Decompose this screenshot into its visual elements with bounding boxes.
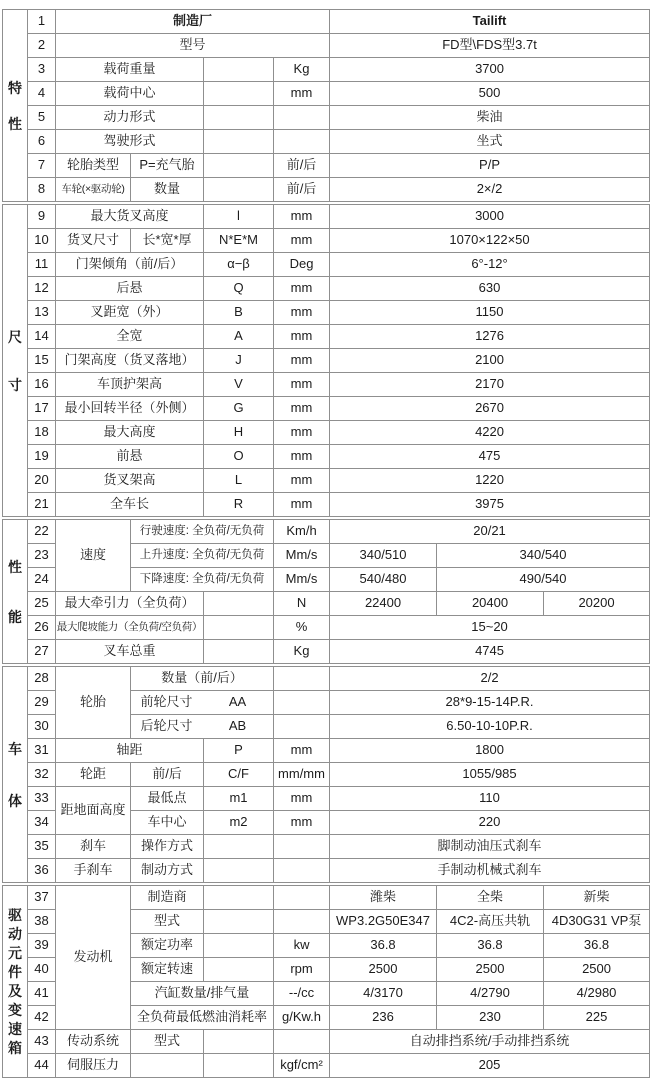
row-number: 35 — [28, 835, 56, 859]
table-cell: 110 — [330, 787, 650, 811]
table-row — [3, 1030, 650, 1054]
table-cell: Kg — [274, 58, 330, 82]
table-cell: P — [204, 739, 274, 763]
table-cell: 行驶速度: 全负荷/无负荷 — [131, 518, 274, 544]
section-label: 驱动元件及变速箱 — [3, 884, 28, 1078]
table-cell: 数量 — [131, 178, 204, 204]
spec-table-body — [3, 10, 650, 1078]
table-cell — [274, 106, 330, 130]
table-row — [3, 178, 650, 204]
table-cell: 速度 — [56, 518, 131, 592]
table-cell: 20/21 — [330, 518, 650, 544]
table-cell: mm — [274, 277, 330, 301]
table-cell — [204, 82, 274, 106]
table-cell: 2670 — [330, 397, 650, 421]
table-cell: 前/后 — [274, 154, 330, 178]
table-cell: 490/540 — [437, 568, 650, 592]
table-cell: 轮胎 — [56, 665, 131, 739]
row-number: 32 — [28, 763, 56, 787]
table-cell: kw — [274, 934, 330, 958]
table-cell: 230 — [437, 1006, 544, 1030]
table-cell: 4/2790 — [437, 982, 544, 1006]
table-cell — [204, 640, 274, 666]
row-number: 16 — [28, 373, 56, 397]
table-cell: 额定功率 — [131, 934, 204, 958]
table-cell: Tailift — [330, 10, 650, 34]
table-row — [3, 640, 650, 666]
table-cell: 2170 — [330, 373, 650, 397]
table-row — [3, 493, 650, 519]
table-cell: 柴油 — [330, 106, 650, 130]
table-row — [3, 373, 650, 397]
table-cell: 后悬 — [56, 277, 204, 301]
table-cell: mm — [274, 373, 330, 397]
row-number: 15 — [28, 349, 56, 373]
table-cell: 货叉尺寸 — [56, 229, 131, 253]
table-cell: J — [204, 349, 274, 373]
table-cell — [274, 715, 330, 739]
split-cell-text: 后轮尺寸 — [140, 718, 193, 734]
table-row — [3, 616, 650, 640]
table-cell — [204, 592, 274, 616]
table-row — [3, 592, 650, 616]
table-cell: 1070×122×50 — [330, 229, 650, 253]
table-cell — [204, 106, 274, 130]
table-row — [3, 277, 650, 301]
table-cell: 全车长 — [56, 493, 204, 519]
table-cell: 20200 — [544, 592, 650, 616]
table-row — [3, 469, 650, 493]
table-cell: 自动排挡系统/手动排挡系统 — [330, 1030, 650, 1054]
table-cell: 最低点 — [131, 787, 204, 811]
row-number: 26 — [28, 616, 56, 640]
table-cell: 最大爬坡能力（全负荷/空负荷） — [56, 616, 204, 640]
table-cell: FD型\FDS型3.7t — [330, 34, 650, 58]
table-cell: 制造厂 — [56, 10, 330, 34]
table-cell — [274, 691, 330, 715]
table-cell: 20400 — [437, 592, 544, 616]
row-number: 44 — [28, 1054, 56, 1078]
row-number: 2 — [28, 34, 56, 58]
table-cell: 4220 — [330, 421, 650, 445]
split-cell — [131, 715, 274, 739]
table-row — [3, 82, 650, 106]
table-cell: 28*9-15-14P.R. — [330, 691, 650, 715]
table-cell: 汽缸数量/排气量 — [131, 982, 274, 1006]
table-cell: 22400 — [330, 592, 437, 616]
table-cell: N — [274, 592, 330, 616]
row-number: 25 — [28, 592, 56, 616]
row-number: 14 — [28, 325, 56, 349]
table-cell: 上升速度: 全负荷/无负荷 — [131, 544, 274, 568]
row-number: 11 — [28, 253, 56, 277]
table-row — [3, 229, 650, 253]
table-cell: B — [204, 301, 274, 325]
table-cell: 载荷中心 — [56, 82, 204, 106]
table-cell: 36.8 — [544, 934, 650, 958]
table-cell: m1 — [204, 787, 274, 811]
table-cell: 220 — [330, 811, 650, 835]
table-row — [3, 253, 650, 277]
table-cell: 1276 — [330, 325, 650, 349]
table-row — [3, 665, 650, 691]
table-cell — [204, 910, 274, 934]
table-cell: 236 — [330, 1006, 437, 1030]
table-cell: 全负荷最低燃油消耗率 — [131, 1006, 274, 1030]
table-row — [3, 835, 650, 859]
table-cell: H — [204, 421, 274, 445]
table-cell: 型号 — [56, 34, 330, 58]
table-cell: mm — [274, 229, 330, 253]
table-cell: g/Kw.h — [274, 1006, 330, 1030]
table-cell: 4/2980 — [544, 982, 650, 1006]
table-cell: 手制动机械式刹车 — [330, 859, 650, 885]
table-cell: 驾驶形式 — [56, 130, 204, 154]
table-cell: 500 — [330, 82, 650, 106]
table-cell: 最大货叉高度 — [56, 203, 204, 229]
table-cell: mm — [274, 301, 330, 325]
section-label: 特性 — [3, 10, 28, 204]
table-cell: mm — [274, 787, 330, 811]
table-cell: m2 — [204, 811, 274, 835]
row-number: 37 — [28, 884, 56, 910]
table-cell: mm — [274, 493, 330, 519]
row-number: 1 — [28, 10, 56, 34]
table-cell: mm — [274, 82, 330, 106]
table-cell: Q — [204, 277, 274, 301]
row-number: 27 — [28, 640, 56, 666]
row-number: 20 — [28, 469, 56, 493]
table-cell: Deg — [274, 253, 330, 277]
table-cell: mm — [274, 349, 330, 373]
table-cell: 4D30G31 VP泵 — [544, 910, 650, 934]
table-cell: C/F — [204, 763, 274, 787]
table-cell: 36.8 — [330, 934, 437, 958]
split-cell-text: AB — [228, 718, 247, 734]
table-cell: 1800 — [330, 739, 650, 763]
table-row — [3, 859, 650, 885]
table-cell: 刹车 — [56, 835, 131, 859]
table-cell: 前悬 — [56, 445, 204, 469]
table-cell: 轮距 — [56, 763, 131, 787]
table-cell: 型式 — [131, 910, 204, 934]
table-cell — [274, 835, 330, 859]
table-cell — [204, 1030, 274, 1054]
row-number: 28 — [28, 665, 56, 691]
table-cell: 轮胎类型 — [56, 154, 131, 178]
table-cell: 距地面高度 — [56, 787, 131, 835]
row-number: 12 — [28, 277, 56, 301]
table-cell — [204, 130, 274, 154]
table-cell — [204, 859, 274, 885]
row-number: 36 — [28, 859, 56, 885]
section-label: 车体 — [3, 665, 28, 884]
table-cell: 下降速度: 全负荷/无负荷 — [131, 568, 274, 592]
table-cell: mm — [274, 203, 330, 229]
table-cell: 最大牵引力（全负荷） — [56, 592, 204, 616]
table-cell: 潍柴 — [330, 884, 437, 910]
table-cell — [274, 884, 330, 910]
table-cell: O — [204, 445, 274, 469]
row-number: 34 — [28, 811, 56, 835]
table-cell: 脚制动油压式刹车 — [330, 835, 650, 859]
table-row — [3, 787, 650, 811]
row-number: 13 — [28, 301, 56, 325]
row-number: 8 — [28, 178, 56, 204]
table-cell: 货叉架高 — [56, 469, 204, 493]
table-cell: mm — [274, 397, 330, 421]
spec-table — [2, 9, 650, 1078]
table-cell: 门架高度（货叉落地） — [56, 349, 204, 373]
table-row — [3, 421, 650, 445]
table-cell: 制造商 — [131, 884, 204, 910]
table-cell: 2/2 — [330, 665, 650, 691]
row-number: 6 — [28, 130, 56, 154]
row-number: 31 — [28, 739, 56, 763]
row-number: 39 — [28, 934, 56, 958]
row-number: 5 — [28, 106, 56, 130]
table-cell — [204, 835, 274, 859]
table-cell: mm — [274, 811, 330, 835]
row-number: 9 — [28, 203, 56, 229]
table-cell: 6.50-10-10P.R. — [330, 715, 650, 739]
table-cell: 最大高度 — [56, 421, 204, 445]
table-cell: 传动系统 — [56, 1030, 131, 1054]
table-cell: 3000 — [330, 203, 650, 229]
table-cell: 3700 — [330, 58, 650, 82]
table-cell: 数量（前/后） — [131, 665, 274, 691]
table-cell — [204, 934, 274, 958]
table-row — [3, 106, 650, 130]
table-cell: 车轮(×驱动轮) — [56, 178, 131, 204]
row-number: 7 — [28, 154, 56, 178]
table-cell: 3975 — [330, 493, 650, 519]
table-cell: 坐式 — [330, 130, 650, 154]
table-cell: 额定转速 — [131, 958, 204, 982]
row-number: 30 — [28, 715, 56, 739]
table-cell: 225 — [544, 1006, 650, 1030]
table-cell: 轴距 — [56, 739, 204, 763]
table-cell: 6°-12° — [330, 253, 650, 277]
row-number: 18 — [28, 421, 56, 445]
table-cell: 发动机 — [56, 884, 131, 1030]
table-cell: 2500 — [544, 958, 650, 982]
row-number: 29 — [28, 691, 56, 715]
table-cell: 长*宽*厚 — [131, 229, 204, 253]
row-number: 3 — [28, 58, 56, 82]
table-cell: 36.8 — [437, 934, 544, 958]
table-cell — [274, 859, 330, 885]
row-number: 43 — [28, 1030, 56, 1054]
table-cell: 340/510 — [330, 544, 437, 568]
row-number: 19 — [28, 445, 56, 469]
table-cell: 车顶护架高 — [56, 373, 204, 397]
table-row — [3, 763, 650, 787]
table-cell: mm — [274, 421, 330, 445]
table-cell: 叉车总重 — [56, 640, 204, 666]
table-cell: 1150 — [330, 301, 650, 325]
table-cell: 2×/2 — [330, 178, 650, 204]
table-cell: V — [204, 373, 274, 397]
table-row — [3, 58, 650, 82]
table-cell: Kg — [274, 640, 330, 666]
table-row — [3, 34, 650, 58]
table-row — [3, 518, 650, 544]
table-cell: 2500 — [330, 958, 437, 982]
table-cell: 4745 — [330, 640, 650, 666]
table-cell — [204, 616, 274, 640]
table-cell: L — [204, 469, 274, 493]
table-cell: 型式 — [131, 1030, 204, 1054]
row-number: 24 — [28, 568, 56, 592]
table-cell: 制动方式 — [131, 859, 204, 885]
table-cell: mm/mm — [274, 763, 330, 787]
table-cell: P=充气胎 — [131, 154, 204, 178]
table-cell: l — [204, 203, 274, 229]
table-cell: kgf/cm² — [274, 1054, 330, 1078]
table-cell — [131, 1054, 204, 1078]
table-cell: 全宽 — [56, 325, 204, 349]
table-row — [3, 445, 650, 469]
row-number: 10 — [28, 229, 56, 253]
row-number: 38 — [28, 910, 56, 934]
row-number: 40 — [28, 958, 56, 982]
split-cell-text: 前轮尺寸 — [140, 694, 193, 710]
table-cell: P/P — [330, 154, 650, 178]
table-cell: Km/h — [274, 518, 330, 544]
table-cell: 前/后 — [131, 763, 204, 787]
table-cell — [204, 58, 274, 82]
table-cell: 630 — [330, 277, 650, 301]
table-row — [3, 1054, 650, 1078]
table-cell: mm — [274, 445, 330, 469]
table-cell — [204, 958, 274, 982]
table-cell: mm — [274, 469, 330, 493]
table-row — [3, 325, 650, 349]
table-cell: 叉距宽（外） — [56, 301, 204, 325]
table-cell: 最小回转半径（外侧） — [56, 397, 204, 421]
table-cell: G — [204, 397, 274, 421]
table-cell: 540/480 — [330, 568, 437, 592]
row-number: 41 — [28, 982, 56, 1006]
table-cell: mm — [274, 325, 330, 349]
table-cell: A — [204, 325, 274, 349]
table-cell — [274, 665, 330, 691]
row-number: 4 — [28, 82, 56, 106]
table-cell: α−β — [204, 253, 274, 277]
row-number: 23 — [28, 544, 56, 568]
table-cell — [204, 1054, 274, 1078]
table-row — [3, 130, 650, 154]
table-cell: N*E*M — [204, 229, 274, 253]
table-row — [3, 301, 650, 325]
table-cell: 1055/985 — [330, 763, 650, 787]
table-cell: 475 — [330, 445, 650, 469]
split-cell-text: AA — [228, 694, 247, 710]
table-row — [3, 397, 650, 421]
table-row — [3, 739, 650, 763]
table-cell: 新柴 — [544, 884, 650, 910]
table-cell: --/cc — [274, 982, 330, 1006]
table-cell: 15~20 — [330, 616, 650, 640]
table-cell: Mm/s — [274, 544, 330, 568]
table-cell: Mm/s — [274, 568, 330, 592]
table-row — [3, 154, 650, 178]
table-cell: 4/3170 — [330, 982, 437, 1006]
table-cell: 车中心 — [131, 811, 204, 835]
table-cell — [274, 910, 330, 934]
table-cell: 2500 — [437, 958, 544, 982]
table-cell: 伺服压力 — [56, 1054, 131, 1078]
table-cell: % — [274, 616, 330, 640]
table-cell: 动力形式 — [56, 106, 204, 130]
table-cell: R — [204, 493, 274, 519]
table-cell: 操作方式 — [131, 835, 204, 859]
row-number: 33 — [28, 787, 56, 811]
row-number: 17 — [28, 397, 56, 421]
table-row — [3, 10, 650, 34]
section-label: 性能 — [3, 518, 28, 665]
row-number: 21 — [28, 493, 56, 519]
table-cell — [274, 1030, 330, 1054]
section-label: 尺寸 — [3, 203, 28, 518]
row-number: 42 — [28, 1006, 56, 1030]
table-cell: 载荷重量 — [56, 58, 204, 82]
table-cell — [274, 130, 330, 154]
table-cell: 门架倾角（前/后） — [56, 253, 204, 277]
table-cell — [204, 154, 274, 178]
split-cell — [131, 691, 274, 715]
table-cell: WP3.2G50E347 — [330, 910, 437, 934]
table-row — [3, 349, 650, 373]
table-row — [3, 884, 650, 910]
table-cell: 1220 — [330, 469, 650, 493]
table-cell — [204, 884, 274, 910]
table-cell: 前/后 — [274, 178, 330, 204]
table-row — [3, 203, 650, 229]
table-cell: 205 — [330, 1054, 650, 1078]
table-cell: 340/540 — [437, 544, 650, 568]
table-cell: 手刹车 — [56, 859, 131, 885]
table-cell: 4C2-高压共轨 — [437, 910, 544, 934]
row-number: 22 — [28, 518, 56, 544]
table-cell: rpm — [274, 958, 330, 982]
table-cell: mm — [274, 739, 330, 763]
table-cell — [204, 178, 274, 204]
table-cell: 2100 — [330, 349, 650, 373]
table-cell: 全柴 — [437, 884, 544, 910]
